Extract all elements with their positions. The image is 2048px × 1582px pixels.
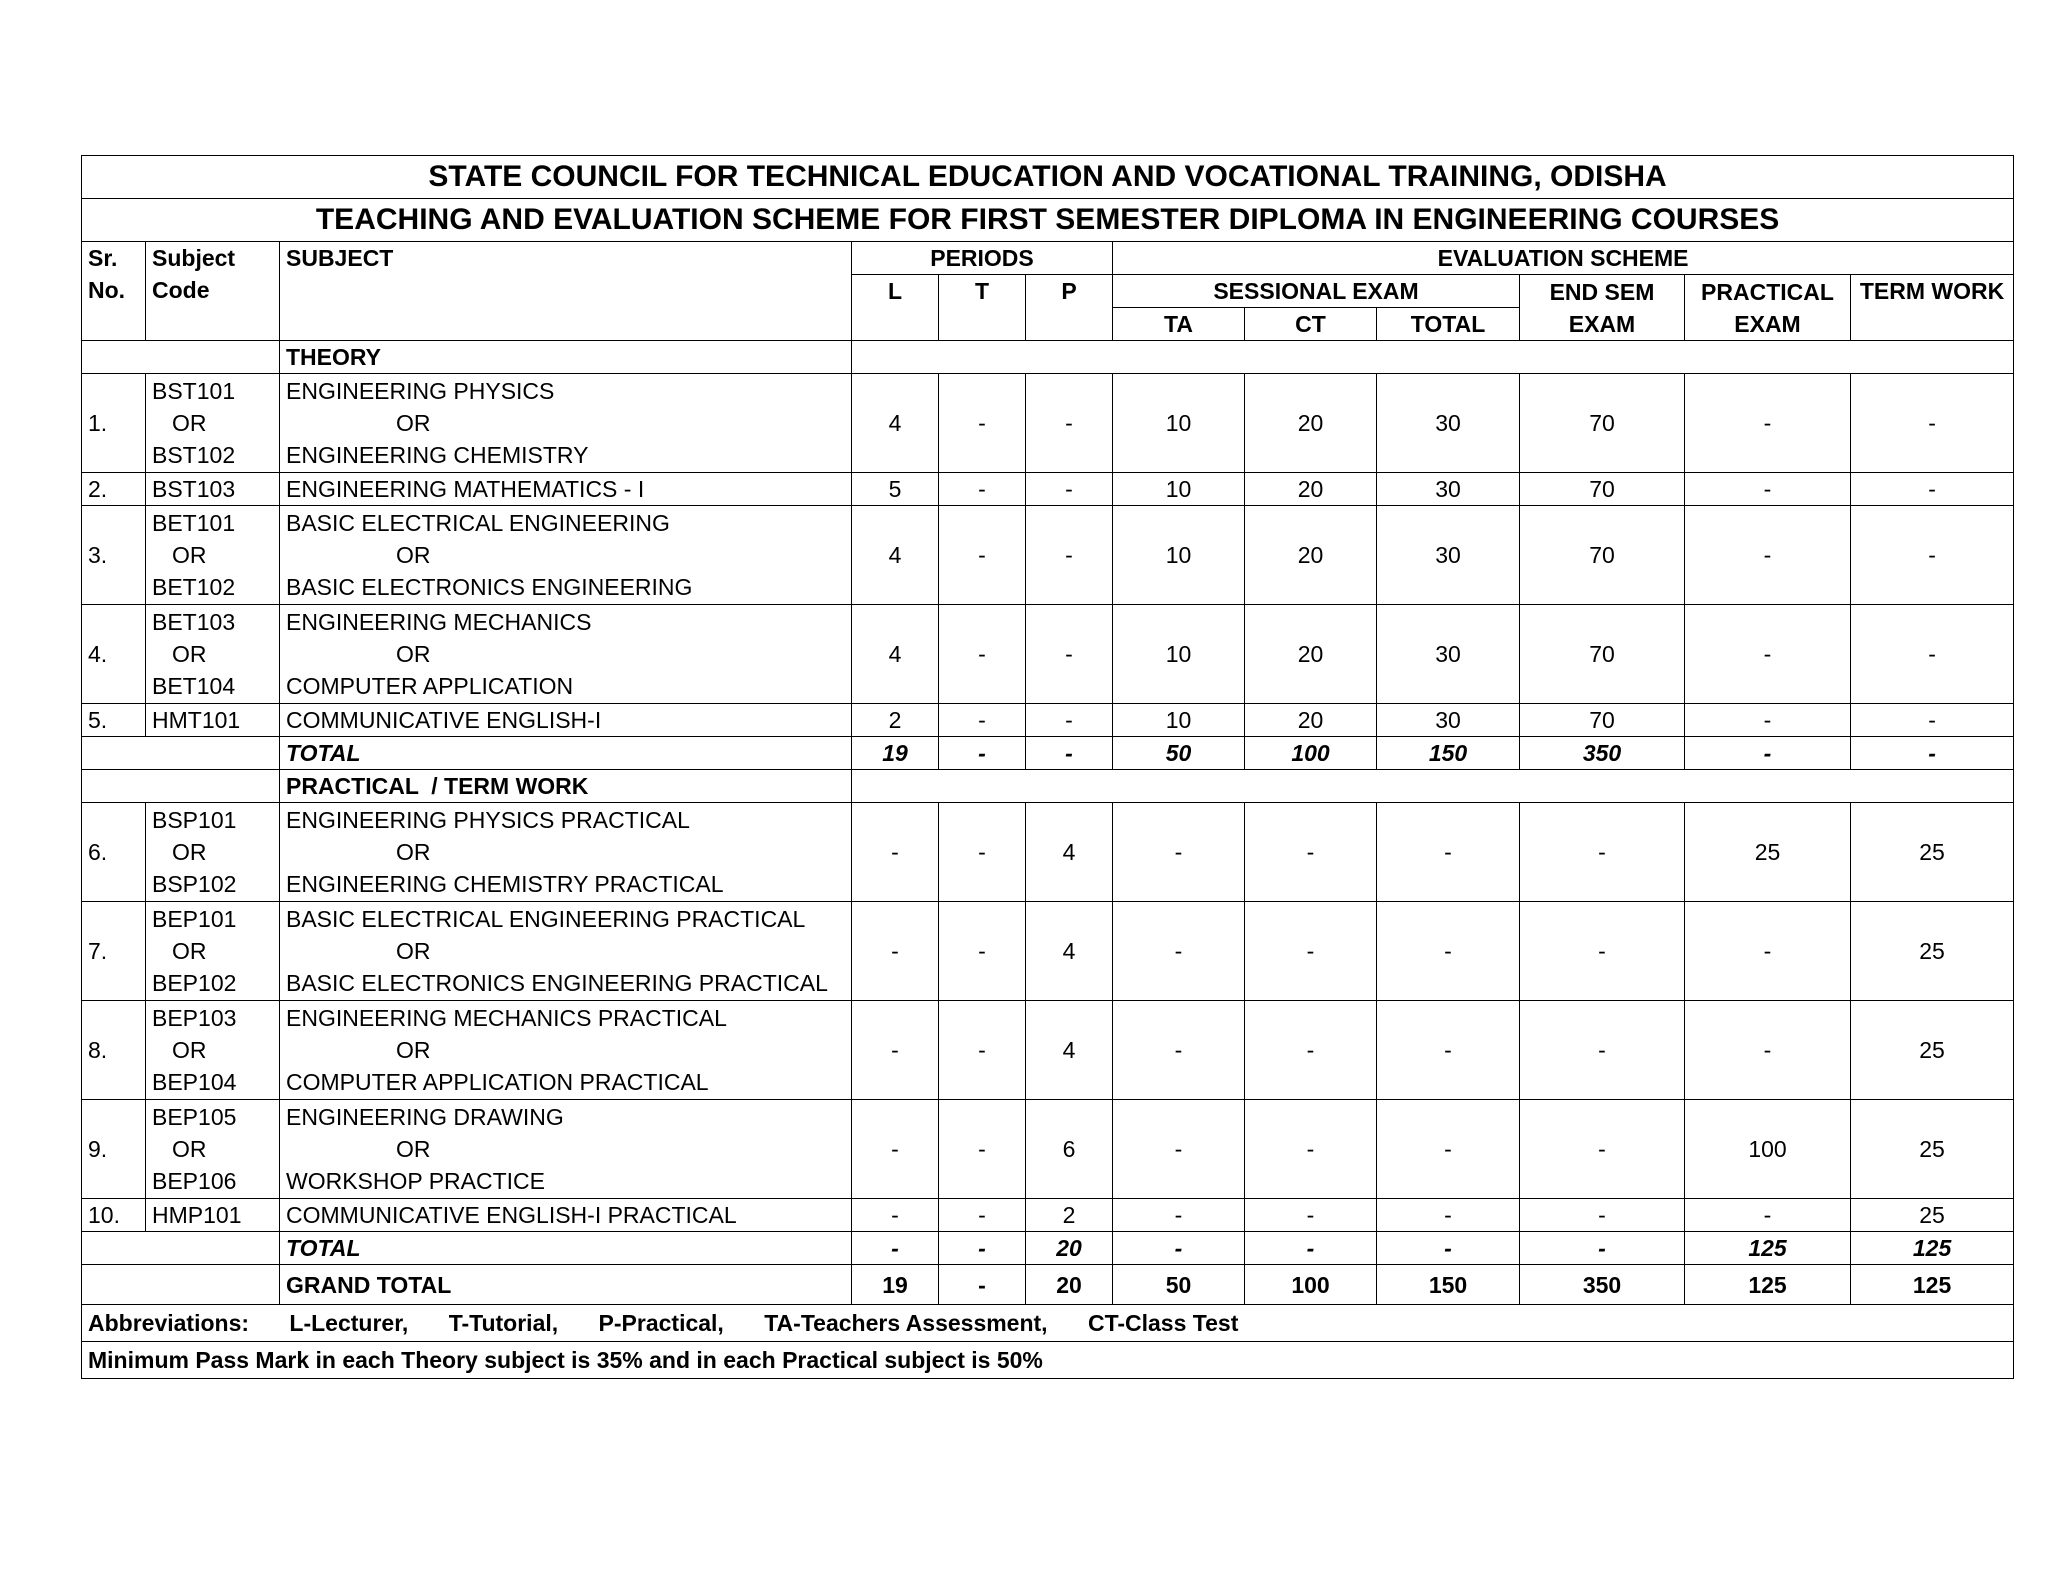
subject-code-cell bbox=[146, 1199, 280, 1232]
subject-name-cell bbox=[280, 605, 852, 704]
sr-no: 10. bbox=[82, 1199, 146, 1232]
ct-value: 20 bbox=[1245, 473, 1377, 506]
endsem-value: 70 bbox=[1520, 506, 1685, 605]
subject-code: BST102 bbox=[152, 442, 236, 468]
subject-name: ENGINEERING DRAWING bbox=[286, 1104, 564, 1130]
total-value: - bbox=[1377, 1001, 1520, 1100]
grand-total-practical: 125 bbox=[1685, 1265, 1851, 1305]
subject-name: BASIC ELECTRONICS ENGINEERING PRACTICAL bbox=[286, 970, 828, 996]
subject-code-cell bbox=[146, 374, 280, 473]
termwork-value: - bbox=[1851, 605, 2014, 704]
council-title: STATE COUNCIL FOR TECHNICAL EDUCATION AND VOCATIONAL TRAINING, ODISHA bbox=[82, 156, 2014, 199]
endsem-value: - bbox=[1520, 1001, 1685, 1100]
total-value: 30 bbox=[1377, 605, 1520, 704]
t-value: - bbox=[939, 704, 1026, 737]
subject-name-cell bbox=[280, 506, 852, 605]
subject-name: COMMUNICATIVE ENGLISH-I bbox=[286, 707, 602, 733]
ct-value: - bbox=[1245, 1199, 1377, 1232]
p-value: 4 bbox=[1026, 902, 1113, 1001]
subject-name: COMMUNICATIVE ENGLISH-I PRACTICAL bbox=[286, 1202, 737, 1228]
subject-code: BEP106 bbox=[152, 1168, 237, 1194]
practical-total-l: - bbox=[852, 1232, 939, 1265]
theory-total-ct: 100 bbox=[1245, 737, 1377, 770]
evaluation-scheme-table bbox=[81, 155, 2014, 1379]
endsem-value: 70 bbox=[1520, 374, 1685, 473]
p-value: - bbox=[1026, 506, 1113, 605]
practical-total-label: TOTAL bbox=[280, 1232, 852, 1265]
pass-mark-note: Minimum Pass Mark in each Theory subject is 35% and in each Practical subject is 50% bbox=[82, 1342, 2014, 1379]
subject-name: ENGINEERING MECHANICS PRACTICAL bbox=[286, 1005, 727, 1031]
tutorial-header: T bbox=[939, 275, 1026, 341]
subject-code: HMP101 bbox=[152, 1202, 242, 1228]
subject-code: BEP101 bbox=[152, 906, 237, 932]
subject-code-header: Subject Code bbox=[146, 242, 280, 341]
p-value: - bbox=[1026, 374, 1113, 473]
t-value: - bbox=[939, 605, 1026, 704]
l-value: 5 bbox=[852, 473, 939, 506]
termwork-value: 25 bbox=[1851, 1100, 2014, 1199]
l-value: 2 bbox=[852, 704, 939, 737]
theory-total-termwork: - bbox=[1851, 737, 2014, 770]
practical-section-label: PRACTICAL / TERM WORK bbox=[280, 770, 852, 803]
subject-name: ENGINEERING CHEMISTRY bbox=[286, 442, 589, 468]
theory-total-l: 19 bbox=[852, 737, 939, 770]
theory-total-ta: 50 bbox=[1113, 737, 1245, 770]
termwork-value: - bbox=[1851, 506, 2014, 605]
subject-name: ENGINEERING PHYSICS bbox=[286, 378, 555, 404]
subject-code: BEP105 bbox=[152, 1104, 237, 1130]
termwork-value: 25 bbox=[1851, 803, 2014, 902]
endsem-value: - bbox=[1520, 902, 1685, 1001]
subject-name-cell bbox=[280, 1199, 852, 1232]
abbr-lecturer: L-Lecturer, bbox=[289, 1310, 409, 1336]
theory-total-t: - bbox=[939, 737, 1026, 770]
p-value: - bbox=[1026, 605, 1113, 704]
total-value: - bbox=[1377, 803, 1520, 902]
p-value: - bbox=[1026, 704, 1113, 737]
subject-name-cell bbox=[280, 1001, 852, 1100]
theory-section-label: THEORY bbox=[280, 341, 852, 374]
subject-code: BEP103 bbox=[152, 1005, 237, 1031]
t-value: - bbox=[939, 1001, 1026, 1100]
practical-total-practical: 125 bbox=[1685, 1232, 1851, 1265]
abbr-tutorial: T-Tutorial, bbox=[448, 1310, 559, 1336]
subject-name-cell bbox=[280, 704, 852, 737]
termwork-value: - bbox=[1851, 374, 2014, 473]
grand-total-label: GRAND TOTAL bbox=[280, 1265, 852, 1305]
or-separator: OR bbox=[172, 1136, 207, 1162]
ta-value: 10 bbox=[1113, 473, 1245, 506]
subject-code-cell bbox=[146, 803, 280, 902]
theory-total-sessional: 150 bbox=[1377, 737, 1520, 770]
subject-name: WORKSHOP PRACTICE bbox=[286, 1168, 545, 1194]
total-value: 30 bbox=[1377, 506, 1520, 605]
l-value: - bbox=[852, 1100, 939, 1199]
or-separator: OR bbox=[396, 1037, 431, 1063]
subject-name: COMPUTER APPLICATION PRACTICAL bbox=[286, 1069, 709, 1095]
or-separator: OR bbox=[396, 641, 431, 667]
l-value: - bbox=[852, 803, 939, 902]
subject-code: HMT101 bbox=[152, 707, 241, 733]
total-value: 30 bbox=[1377, 374, 1520, 473]
subject-header: SUBJECT bbox=[280, 242, 852, 341]
grand-total-endsem: 350 bbox=[1520, 1265, 1685, 1305]
theory-total-endsem: 350 bbox=[1520, 737, 1685, 770]
sr-no: 4. bbox=[82, 605, 146, 704]
subject-row bbox=[82, 473, 2014, 506]
total-value: - bbox=[1377, 1100, 1520, 1199]
termwork-value: - bbox=[1851, 704, 2014, 737]
l-value: - bbox=[852, 1199, 939, 1232]
grand-total-p: 20 bbox=[1026, 1265, 1113, 1305]
abbreviations-note bbox=[82, 1305, 2014, 1342]
subject-name: BASIC ELECTRONICS ENGINEERING bbox=[286, 574, 693, 600]
subject-name: ENGINEERING MATHEMATICS - I bbox=[286, 476, 645, 502]
or-separator: OR bbox=[172, 641, 207, 667]
total-value: 30 bbox=[1377, 473, 1520, 506]
termwork-value: - bbox=[1851, 473, 2014, 506]
practical-value: - bbox=[1685, 374, 1851, 473]
total-value: - bbox=[1377, 902, 1520, 1001]
or-separator: OR bbox=[172, 542, 207, 568]
subject-code: BST103 bbox=[152, 476, 236, 502]
ct-value: - bbox=[1245, 1001, 1377, 1100]
l-value: 4 bbox=[852, 374, 939, 473]
practical-period-header: P bbox=[1026, 275, 1113, 341]
p-value: 4 bbox=[1026, 803, 1113, 902]
endsem-value: - bbox=[1520, 1100, 1685, 1199]
grand-total-sessional: 150 bbox=[1377, 1265, 1520, 1305]
subject-row bbox=[82, 704, 2014, 737]
scheme-title: TEACHING AND EVALUATION SCHEME FOR FIRST SEMESTER DIPLOMA IN ENGINEERING COURSES bbox=[82, 199, 2014, 242]
or-separator: OR bbox=[172, 410, 207, 436]
ct-value: 20 bbox=[1245, 704, 1377, 737]
subject-code-cell bbox=[146, 473, 280, 506]
practical-value: - bbox=[1685, 473, 1851, 506]
or-separator: OR bbox=[396, 938, 431, 964]
subject-code: BEP102 bbox=[152, 970, 237, 996]
practical-value: - bbox=[1685, 506, 1851, 605]
subject-code: BEP104 bbox=[152, 1069, 237, 1095]
ta-value: 10 bbox=[1113, 506, 1245, 605]
subject-code: BET104 bbox=[152, 673, 236, 699]
practical-value: 25 bbox=[1685, 803, 1851, 902]
ct-value: 20 bbox=[1245, 605, 1377, 704]
subject-code-cell bbox=[146, 704, 280, 737]
practical-value: - bbox=[1685, 1001, 1851, 1100]
subject-row bbox=[82, 1100, 2014, 1199]
subject-row bbox=[82, 506, 2014, 605]
or-separator: OR bbox=[396, 410, 431, 436]
p-value: 4 bbox=[1026, 1001, 1113, 1100]
practical-total-ta: - bbox=[1113, 1232, 1245, 1265]
l-value: - bbox=[852, 902, 939, 1001]
or-separator: OR bbox=[172, 1037, 207, 1063]
ta-value: - bbox=[1113, 902, 1245, 1001]
practical-total-t: - bbox=[939, 1232, 1026, 1265]
grand-total-t: - bbox=[939, 1265, 1026, 1305]
evaluation-scheme-header: EVALUATION SCHEME bbox=[1113, 242, 2014, 275]
t-value: - bbox=[939, 1100, 1026, 1199]
subject-code: BET102 bbox=[152, 574, 236, 600]
practical-total-p: 20 bbox=[1026, 1232, 1113, 1265]
p-value: - bbox=[1026, 473, 1113, 506]
or-separator: OR bbox=[396, 1136, 431, 1162]
practical-value: - bbox=[1685, 902, 1851, 1001]
grand-total-l: 19 bbox=[852, 1265, 939, 1305]
endsem-value: 70 bbox=[1520, 704, 1685, 737]
practical-value: - bbox=[1685, 605, 1851, 704]
ct-value: 20 bbox=[1245, 506, 1377, 605]
practical-exam-header: PRACTICAL EXAM bbox=[1685, 275, 1851, 341]
or-separator: OR bbox=[172, 839, 207, 865]
subject-code-cell bbox=[146, 605, 280, 704]
sr-no: 6. bbox=[82, 803, 146, 902]
ct-value: - bbox=[1245, 1100, 1377, 1199]
t-value: - bbox=[939, 902, 1026, 1001]
termwork-value: 25 bbox=[1851, 902, 2014, 1001]
subject-code: BSP101 bbox=[152, 807, 237, 833]
practical-total-endsem: - bbox=[1520, 1232, 1685, 1265]
subject-code-cell bbox=[146, 506, 280, 605]
t-value: - bbox=[939, 473, 1026, 506]
sr-no: 2. bbox=[82, 473, 146, 506]
subject-name-cell bbox=[280, 902, 852, 1001]
endsem-value: - bbox=[1520, 803, 1685, 902]
subject-row bbox=[82, 1001, 2014, 1100]
total-value: - bbox=[1377, 1199, 1520, 1232]
subject-code: BSP102 bbox=[152, 871, 237, 897]
practical-total-sessional: - bbox=[1377, 1232, 1520, 1265]
subject-name: ENGINEERING MECHANICS bbox=[286, 609, 592, 635]
lecture-header: L bbox=[852, 275, 939, 341]
subject-row bbox=[82, 605, 2014, 704]
sr-no-header: Sr. No. bbox=[82, 242, 146, 341]
subject-name: BASIC ELECTRICAL ENGINEERING bbox=[286, 510, 670, 536]
l-value: 4 bbox=[852, 605, 939, 704]
abbreviations-label: Abbreviations: bbox=[88, 1310, 250, 1336]
abbr-class-test: CT-Class Test bbox=[1087, 1310, 1239, 1336]
ta-header: TA bbox=[1113, 308, 1245, 341]
subject-row bbox=[82, 1199, 2014, 1232]
endsem-value: - bbox=[1520, 1199, 1685, 1232]
total-value: 30 bbox=[1377, 704, 1520, 737]
term-work-header: TERM WORK bbox=[1851, 275, 2014, 341]
sr-no: 7. bbox=[82, 902, 146, 1001]
grand-total-termwork: 125 bbox=[1851, 1265, 2014, 1305]
end-sem-exam-header: END SEM EXAM bbox=[1520, 275, 1685, 341]
ta-value: 10 bbox=[1113, 374, 1245, 473]
subject-code: BET101 bbox=[152, 510, 236, 536]
sr-no: 3. bbox=[82, 506, 146, 605]
abbr-practical: P-Practical, bbox=[598, 1310, 724, 1336]
p-value: 6 bbox=[1026, 1100, 1113, 1199]
subject-code: BET103 bbox=[152, 609, 236, 635]
or-separator: OR bbox=[172, 938, 207, 964]
ct-value: - bbox=[1245, 902, 1377, 1001]
sr-no: 9. bbox=[82, 1100, 146, 1199]
ct-value: 20 bbox=[1245, 374, 1377, 473]
endsem-value: 70 bbox=[1520, 605, 1685, 704]
ct-header: CT bbox=[1245, 308, 1377, 341]
subject-name-cell bbox=[280, 374, 852, 473]
ct-value: - bbox=[1245, 803, 1377, 902]
sr-no: 8. bbox=[82, 1001, 146, 1100]
sr-no: 5. bbox=[82, 704, 146, 737]
practical-total-ct: - bbox=[1245, 1232, 1377, 1265]
subject-name: ENGINEERING CHEMISTRY PRACTICAL bbox=[286, 871, 724, 897]
grand-total-ct: 100 bbox=[1245, 1265, 1377, 1305]
p-value: 2 bbox=[1026, 1199, 1113, 1232]
sr-no: 1. bbox=[82, 374, 146, 473]
ta-value: - bbox=[1113, 803, 1245, 902]
l-value: - bbox=[852, 1001, 939, 1100]
practical-value: 100 bbox=[1685, 1100, 1851, 1199]
ta-value: - bbox=[1113, 1199, 1245, 1232]
periods-header: PERIODS bbox=[852, 242, 1113, 275]
practical-value: - bbox=[1685, 1199, 1851, 1232]
endsem-value: 70 bbox=[1520, 473, 1685, 506]
subject-name-cell bbox=[280, 473, 852, 506]
grand-total-ta: 50 bbox=[1113, 1265, 1245, 1305]
ta-value: - bbox=[1113, 1001, 1245, 1100]
subject-name-cell bbox=[280, 803, 852, 902]
t-value: - bbox=[939, 1199, 1026, 1232]
subject-row bbox=[82, 803, 2014, 902]
l-value: 4 bbox=[852, 506, 939, 605]
subject-row bbox=[82, 374, 2014, 473]
t-value: - bbox=[939, 506, 1026, 605]
or-separator: OR bbox=[396, 839, 431, 865]
subject-row bbox=[82, 902, 2014, 1001]
theory-total-label: TOTAL bbox=[280, 737, 852, 770]
practical-value: - bbox=[1685, 704, 1851, 737]
subject-code-cell bbox=[146, 1001, 280, 1100]
ta-value: 10 bbox=[1113, 605, 1245, 704]
subject-name: COMPUTER APPLICATION bbox=[286, 673, 574, 699]
termwork-value: 25 bbox=[1851, 1199, 2014, 1232]
theory-total-p: - bbox=[1026, 737, 1113, 770]
theory-total-practical: - bbox=[1685, 737, 1851, 770]
or-separator: OR bbox=[396, 542, 431, 568]
subject-name: BASIC ELECTRICAL ENGINEERING PRACTICAL bbox=[286, 906, 806, 932]
subject-code-cell bbox=[146, 902, 280, 1001]
sessional-exam-header: SESSIONAL EXAM bbox=[1113, 275, 1520, 308]
subject-code-cell bbox=[146, 1100, 280, 1199]
t-value: - bbox=[939, 803, 1026, 902]
subject-code: BST101 bbox=[152, 378, 236, 404]
ta-value: - bbox=[1113, 1100, 1245, 1199]
practical-total-termwork: 125 bbox=[1851, 1232, 2014, 1265]
abbr-teachers-assessment: TA-Teachers Assessment, bbox=[764, 1310, 1048, 1336]
subject-name-cell bbox=[280, 1100, 852, 1199]
termwork-value: 25 bbox=[1851, 1001, 2014, 1100]
sessional-total-header: TOTAL bbox=[1377, 308, 1520, 341]
t-value: - bbox=[939, 374, 1026, 473]
ta-value: 10 bbox=[1113, 704, 1245, 737]
subject-name: ENGINEERING PHYSICS PRACTICAL bbox=[286, 807, 690, 833]
